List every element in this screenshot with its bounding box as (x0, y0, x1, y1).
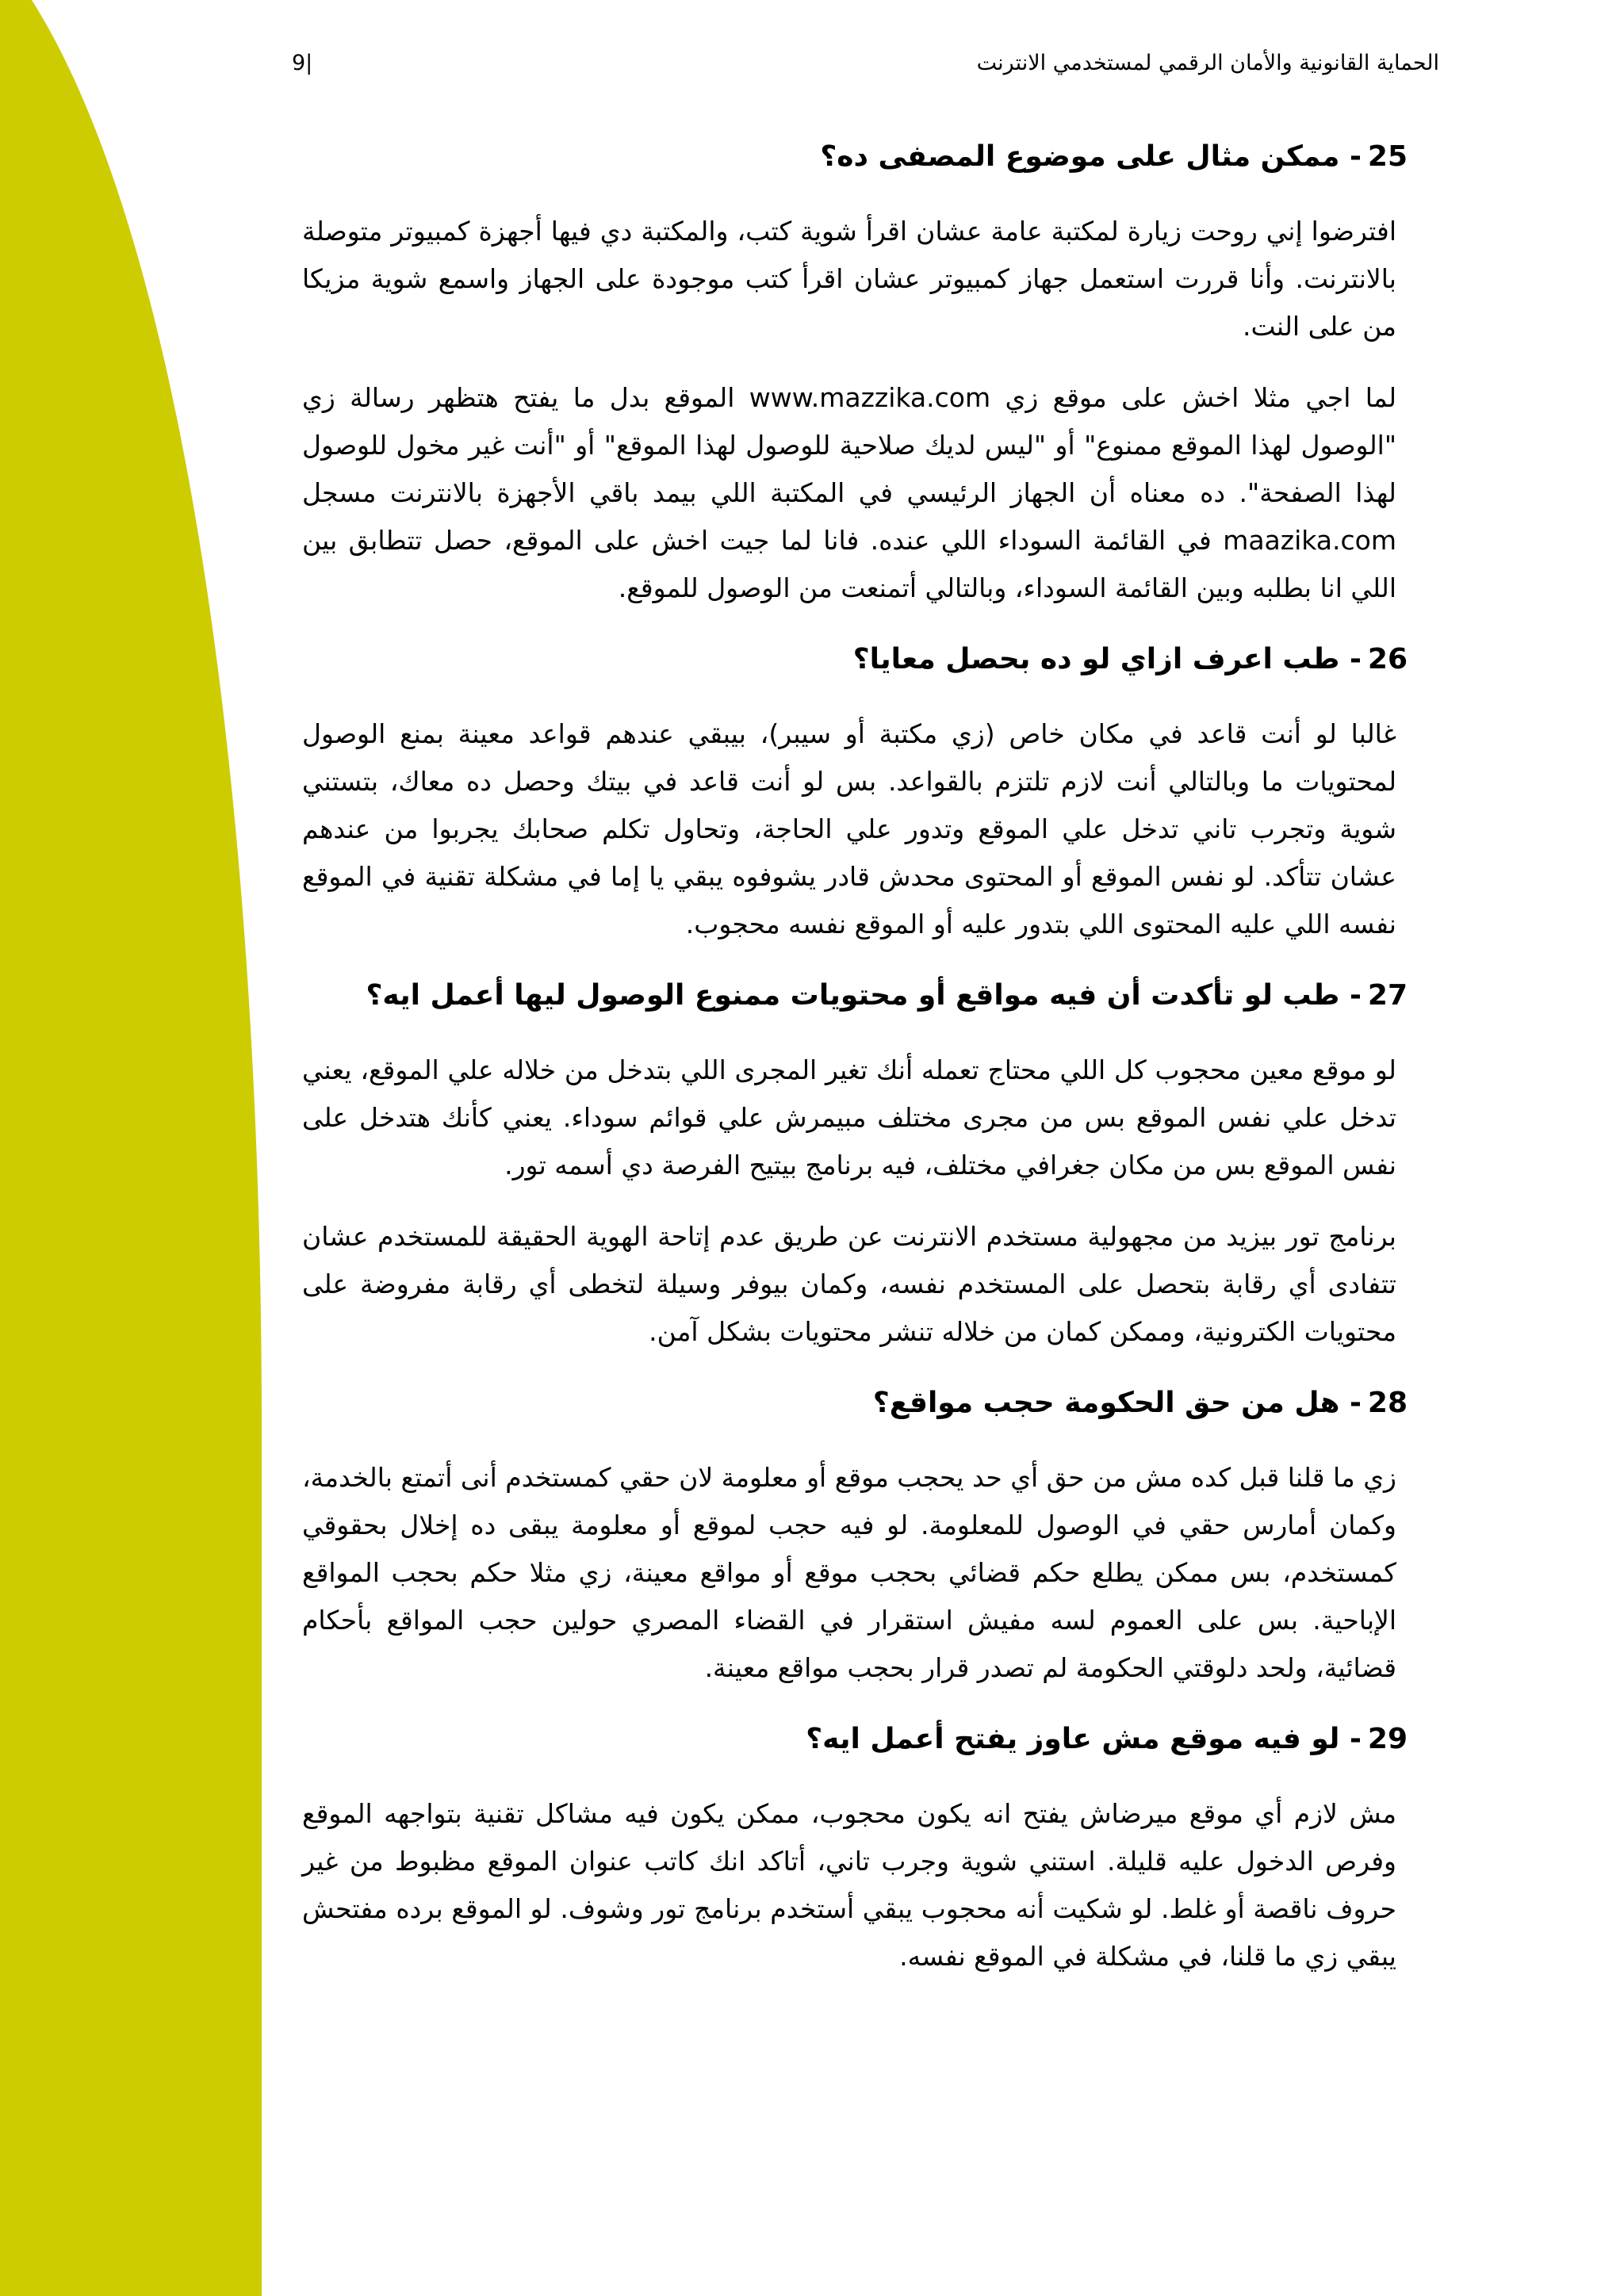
document-body (270, 133, 1408, 2004)
question-heading (270, 636, 1408, 683)
question-number: 29 (1367, 1723, 1408, 1755)
faq-section-27 (270, 972, 1408, 1356)
question-heading (270, 972, 1408, 1020)
faq-section-29 (270, 1716, 1408, 1980)
page-header (285, 44, 1439, 92)
answer-paragraph: زي ما قلنا قبل كده مش من حق أي حد يحجب موقع أو معلومة لان حقي كمستخدم أنى أتمتع بالخدمة، وكمان أمارس حقي في الوصول للمعلومة. لو فيه حجب لموقع أو معلومة يبقى ده إخلال بحقوقي كمستخدم، بس ممكن يطلع حكم قضائي بحجب موقع أو مواقع معينة، زي مثلا حكم بحجب المواقع الإباحية. بس على العموم لسه مفيش استقرار في القضاء المصري حولين حجب المواقع بأحكام قضائية، ولحد دلوقتي الحكومة لم تصدر قرار بحجب مواقع معينة. (302, 1462, 1396, 1683)
question-number: 27 (1367, 979, 1408, 1012)
decorative-side-band (0, 0, 270, 2296)
question-heading (270, 1716, 1408, 1763)
question-number: 28 (1367, 1387, 1408, 1419)
answer-paragraph: مش لازم أي موقع ميرضاش يفتح انه يكون محجوب، ممكن يكون فيه مشاكل تقنية بتواجهه الموقع وفرص الدخول عليه قليلة. استني شوية وجرب تاني، أتاكد انك كاتب عنوان الموقع مظبوط من غير حروف ناقصة أو غلط. لو شكيت أنه محجوب يبقي أستخدم برنامج تور وشوف. لو الموقع برده مفتحش يبقي زي ما قلنا، في مشكلة في الموقع نفسه. (302, 1798, 1396, 1972)
answer-paragraph: غالبا لو أنت قاعد في مكان خاص (زي مكتبة أو سيبر)، بيبقي عندهم قواعد معينة بمنع الوصول لمحتويات ما وبالتالي أنت لازم تلتزم بالقواعد. بس لو أنت قاعد في بيتك وحصل ده معاك، بتستني شوية وتجرب تاني تدخل علي الموقع وتدور علي الحاجة، وتحاول تكلم صحابك يجربوا من عندهم عشان تتأكد. لو نفس الموقع أو المحتوى محدش قادر يشوفوه يبقي يا إما في مشكلة تقنية في الموقع نفسه اللي عليه المحتوى اللي بتدور عليه أو الموقع نفسه محجوب. (302, 718, 1396, 939)
question-number: 25 (1367, 140, 1408, 173)
faq-section-28 (270, 1380, 1408, 1692)
answer-paragraph: افترضوا إني روحت زيارة لمكتبة عامة عشان اقرأ شوية كتب، والمكتبة دي فيها أجهزة كمبيوتر متوصلة بالانترنت. وأنا قررت استعمل جهاز كمبيوتر عشان اقرأ كتب موجودة على الجهاز واسمع شوية مزيكا من على النت. (302, 216, 1396, 342)
answer-paragraph: لو موقع معين محجوب كل اللي محتاج تعمله أنك تغير المجرى اللي بتدخل من خلاله علي الموقع، يعني تدخل علي نفس الموقع بس من مجرى مختلف مبيمرش علي قوائم سوداء. يعني كأنك هتدخل على نفس الموقع بس من مكان جغرافي مختلف، فيه برنامج بيتيح الفرصة دي أسمه تور. (302, 1054, 1396, 1181)
answer-paragraph: برنامج تور بيزيد من مجهولية مستخدم الانترنت عن طريق عدم إتاحة الهوية الحقيقة للمستخدم عشان تتفادى أي رقابة بتحصل على المستخدم نفسه، وكمان بيوفر وسيلة لتخطى أي رقابة مفروضة على محتويات الكترونية، وممكن كمان من خلاله تنشر محتويات بشكل آمن. (302, 1221, 1396, 1347)
question-text: - ممكن مثال على موضوع المصفى ده؟ (820, 140, 1362, 173)
question-text: - هل من حق الحكومة حجب مواقع؟ (872, 1387, 1362, 1419)
faq-section-26 (270, 636, 1408, 948)
question-heading (270, 1380, 1408, 1427)
document-title: الحماية القانونية والأمان الرقمي لمستخدمي الانترنت (976, 51, 1439, 75)
question-text: - طب لو تأكدت أن فيه مواقع أو محتويات ممنوع الوصول ليها أعمل ايه؟ (366, 979, 1362, 1012)
page-number: 9| (292, 51, 313, 75)
question-text: - لو فيه موقع مش عاوز يفتح أعمل ايه؟ (806, 1723, 1362, 1755)
question-text: - طب اعرف ازاي لو ده بحصل معايا؟ (852, 643, 1362, 675)
question-number: 26 (1367, 643, 1408, 675)
faq-section-25 (270, 133, 1408, 612)
question-heading (270, 133, 1408, 181)
answer-paragraph: لما اجي مثلا اخش على موقع زي www.mazzika.com الموقع بدل ما يفتح هتظهر رسالة زي "الوصول لهذا الموقع ممنوع" أو "ليس لديك صلاحية للوصول لهذا الموقع" أو "أنت غير مخول للوصول لهذا الصفحة". ده معناه أن الجهاز الرئيسي في المكتبة اللي بيمد باقي الأجهزة بالانترنت مسجل maazika.com في القائمة السوداء اللي عنده. فانا لما جيت اخش على الموقع، حصل تتطابق بين اللي انا بطلبه وبين القائمة السوداء، وبالتالي أتمنعت من الوصول للموقع. (302, 382, 1396, 603)
